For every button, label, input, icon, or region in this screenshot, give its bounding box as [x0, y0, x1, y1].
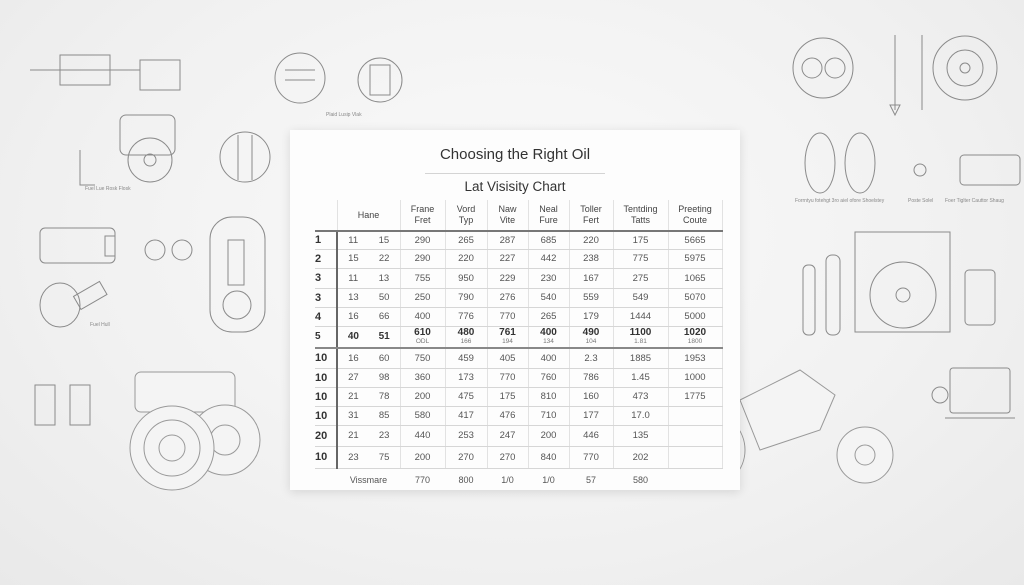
- column-header-line: Fure: [539, 215, 558, 225]
- cylinder-caption: Foer Tiglter Cauttor Shaug: [945, 198, 1004, 204]
- hane-value: 15: [378, 234, 390, 246]
- table-cell: [613, 406, 668, 425]
- hane-pair: [338, 235, 400, 246]
- cell-value: 710: [540, 410, 557, 421]
- hane-value: 85: [378, 410, 390, 421]
- table-cell: [445, 348, 487, 368]
- table-cell: [613, 425, 668, 446]
- cell-value: 360: [414, 372, 431, 383]
- cell-value: 770: [499, 311, 516, 322]
- column-header: [528, 200, 569, 231]
- table-cell: [400, 307, 445, 326]
- table-cell: [668, 425, 722, 446]
- cell-value: 173: [458, 372, 474, 383]
- cell-value: 5070: [684, 292, 706, 303]
- cell-value: 290: [414, 253, 431, 264]
- cell-value: 580: [414, 410, 431, 421]
- oil-bottle-icon: [40, 217, 265, 332]
- cell-value: 175: [632, 234, 649, 246]
- table-cell: [487, 406, 528, 425]
- table-row: [315, 387, 722, 406]
- viscosity-table: [315, 200, 723, 491]
- hane-pair: [338, 273, 400, 284]
- cell-value: 810: [540, 391, 557, 402]
- cell-value: 202: [632, 451, 649, 463]
- cell-value: 1000: [684, 372, 706, 383]
- table-cell: [487, 348, 528, 368]
- cell-value: 265: [458, 234, 474, 246]
- row-number: 1: [315, 231, 337, 249]
- hane-cell: [337, 387, 400, 406]
- cell-subvalue: 134: [543, 338, 554, 346]
- footer-value: 580: [632, 474, 649, 485]
- hane-value: 31: [348, 410, 359, 421]
- right-sketches-icon: [793, 35, 1020, 418]
- engine-caption: Fuel Lue Rosk Flosk: [85, 186, 131, 192]
- table-cell: [445, 446, 487, 468]
- table-cell: [569, 387, 613, 406]
- table-row: [315, 326, 722, 348]
- table-cell: [445, 268, 487, 288]
- hane-cell: [337, 288, 400, 307]
- table-row: [315, 425, 722, 446]
- cell-value: 1444: [629, 311, 652, 322]
- cell-value: 247: [499, 430, 516, 441]
- table-cell: [569, 231, 613, 249]
- cell-value: 549: [632, 292, 649, 303]
- table-cell: [528, 231, 569, 249]
- tire-left-icon: [130, 372, 260, 490]
- table-cell: [569, 425, 613, 446]
- table-cell: [613, 307, 668, 326]
- hane-cell: [337, 368, 400, 387]
- hane-value: 98: [378, 372, 390, 383]
- hane-value: 60: [378, 352, 390, 364]
- cell-value: 270: [458, 451, 474, 463]
- cell-value: 265: [540, 311, 557, 322]
- column-header-line: Coute: [682, 215, 708, 225]
- cell-value: 177: [583, 410, 599, 421]
- column-header-line: Vord: [456, 204, 476, 214]
- cell-value: 253: [458, 430, 474, 441]
- footer-value: 770: [414, 474, 431, 485]
- table-cell: [445, 249, 487, 268]
- table-cell: [668, 288, 722, 307]
- footer-spacer: [668, 468, 722, 491]
- column-header-line: Tentding: [623, 204, 658, 214]
- row-number: 5: [315, 326, 337, 348]
- table-cell: [569, 326, 613, 348]
- table-row: [315, 231, 722, 249]
- gauge-caption: Plaid Lusip Vlak: [326, 112, 362, 118]
- footer-value: 57: [585, 474, 596, 485]
- hane-value: 66: [378, 311, 390, 322]
- table-cell: [487, 231, 528, 249]
- table-cell: [528, 326, 569, 348]
- table-cell: [400, 348, 445, 368]
- table-cell: [668, 368, 722, 387]
- cell-value: 135: [632, 430, 649, 441]
- column-header-line: Fert: [582, 215, 599, 225]
- hane-cell: [337, 425, 400, 446]
- cell-value: 400: [414, 311, 431, 322]
- hane-value: 15: [348, 253, 359, 264]
- row-number: 3: [315, 268, 337, 288]
- cell-value: 220: [458, 253, 474, 264]
- table-cell: [528, 387, 569, 406]
- cell-value: 755: [414, 272, 431, 284]
- table-cell: [528, 406, 569, 425]
- hane-value: 13: [348, 292, 359, 303]
- cell-value: 790: [458, 292, 474, 303]
- table-cell: [668, 249, 722, 268]
- engine-sketch-icon: [30, 55, 180, 185]
- table-cell: [668, 348, 722, 368]
- column-header: [613, 200, 668, 231]
- hane-cell: [337, 406, 400, 425]
- table-row: [315, 268, 722, 288]
- hane-cell: [337, 326, 400, 348]
- table-cell: [487, 446, 528, 468]
- cell-value: 417: [458, 410, 474, 421]
- cell-value: 473: [632, 391, 649, 402]
- column-header-line: Preeting: [678, 204, 712, 214]
- table-cell: [668, 406, 722, 425]
- cell-value: 770: [583, 451, 599, 463]
- table-cell: [569, 307, 613, 326]
- row-number: 10: [315, 387, 337, 406]
- cell-value: 5000: [684, 311, 706, 322]
- wheel-pair-caption: Forrntyu fotehgt 3ro aiel ofore Shoelstey: [795, 198, 885, 204]
- hane-value: 78: [378, 391, 390, 402]
- row-number: 3: [315, 288, 337, 307]
- table-cell: [445, 406, 487, 425]
- table-cell: [613, 446, 668, 468]
- table-cell: [569, 368, 613, 387]
- table-cell: [487, 326, 528, 348]
- cell-value: 446: [583, 430, 599, 441]
- cell-value: 2.3: [584, 352, 598, 364]
- cell-value: 786: [583, 372, 599, 383]
- cell-value: 610: [414, 327, 431, 339]
- table-cell: [528, 348, 569, 368]
- table-cell: [668, 307, 722, 326]
- column-header: [668, 200, 722, 231]
- cell-value: 238: [583, 253, 599, 264]
- cell-value: 290: [414, 234, 431, 246]
- table-cell: [487, 288, 528, 307]
- cell-subvalue: 104: [585, 338, 597, 346]
- row-number: 10: [315, 406, 337, 425]
- table-cell: [613, 268, 668, 288]
- column-header: [400, 200, 445, 231]
- table-cell: [487, 307, 528, 326]
- table-cell: [400, 425, 445, 446]
- column-header: [445, 200, 487, 231]
- hane-pair: [338, 430, 400, 441]
- hane-value: 22: [378, 253, 390, 264]
- table-cell: [445, 387, 487, 406]
- column-header-line: Typ: [458, 215, 474, 225]
- cell-subvalue: 194: [502, 338, 513, 346]
- table-row: [315, 368, 722, 387]
- hane-value: 51: [378, 331, 390, 343]
- cell-value: 167: [583, 272, 599, 284]
- hane-pair: [338, 353, 400, 364]
- table-cell: [400, 268, 445, 288]
- hane-value: 75: [378, 451, 390, 463]
- table-cell: [400, 387, 445, 406]
- wrench-tools-icon: [35, 385, 90, 425]
- cell-value: 776: [458, 311, 474, 322]
- cell-value: 200: [414, 391, 431, 402]
- cell-value: 1020: [683, 327, 707, 339]
- hane-pair: [338, 253, 400, 264]
- hane-value: 23: [348, 451, 359, 463]
- cell-subvalue: 166: [460, 338, 472, 346]
- table-cell: [445, 368, 487, 387]
- row-number: 20: [315, 425, 337, 446]
- hane-pair: [338, 292, 400, 303]
- row-number: 10: [315, 368, 337, 387]
- hane-value: 21: [348, 430, 359, 441]
- table-cell: [569, 348, 613, 368]
- hane-pair: [338, 410, 400, 421]
- cell-value: 1953: [684, 352, 706, 364]
- cell-value: 490: [582, 327, 600, 339]
- hane-cell: [337, 231, 400, 249]
- cell-value: 1775: [684, 391, 706, 402]
- table-row: [315, 288, 722, 307]
- cell-value: 760: [540, 372, 557, 383]
- cell-value: 950: [458, 272, 474, 284]
- table-cell: [569, 406, 613, 425]
- table-row: [315, 307, 722, 326]
- hane-value: 13: [378, 272, 390, 284]
- hane-pair: [338, 331, 400, 342]
- table-cell: [445, 425, 487, 446]
- table-cell: [613, 368, 668, 387]
- hane-pair: [338, 311, 400, 322]
- hane-cell: [337, 446, 400, 468]
- cell-value: 775: [632, 253, 649, 264]
- column-header-line: Neal: [539, 204, 558, 214]
- table-row: [315, 249, 722, 268]
- cell-value: 17.0: [631, 410, 650, 421]
- table-cell: [487, 368, 528, 387]
- cell-value: 475: [458, 391, 474, 402]
- table-cell: [569, 446, 613, 468]
- table-cell: [487, 387, 528, 406]
- column-header-line: Naw: [498, 204, 517, 214]
- row-number: 2: [315, 249, 337, 268]
- cell-value: 400: [540, 327, 557, 339]
- table-cell: [528, 249, 569, 268]
- table-cell: [528, 307, 569, 326]
- table-cell: [528, 268, 569, 288]
- table-cell: [445, 288, 487, 307]
- table-cell: [445, 307, 487, 326]
- column-header: [337, 200, 400, 231]
- table-cell: [400, 288, 445, 307]
- hane-value: 40: [347, 331, 359, 343]
- footer-spacer: [315, 468, 337, 491]
- footer-value: 1/0: [501, 474, 514, 485]
- cell-value: 405: [499, 352, 516, 364]
- cell-value: 250: [414, 292, 431, 303]
- table-cell: [668, 231, 722, 249]
- table-cell: [400, 231, 445, 249]
- footer-value: 800: [458, 474, 474, 485]
- table-cell: [528, 425, 569, 446]
- hane-cell: [337, 348, 400, 368]
- oil-chart-poster: [290, 130, 740, 490]
- cell-subvalue: 1800: [687, 338, 703, 346]
- title-divider: [425, 173, 605, 174]
- cell-value: 220: [583, 234, 599, 246]
- column-header-line: Hane: [357, 209, 380, 220]
- cell-value: 480: [457, 327, 475, 339]
- cell-value: 179: [583, 311, 599, 322]
- table-cell: [613, 288, 668, 307]
- table-cell: [400, 406, 445, 425]
- cell-value: 1.45: [631, 372, 650, 383]
- cell-value: 229: [499, 272, 516, 284]
- table-row: [315, 348, 722, 368]
- cell-value: 459: [458, 352, 474, 364]
- column-header-line: Tatts: [630, 215, 650, 225]
- cell-value: 750: [414, 352, 431, 364]
- cell-value: 685: [540, 234, 557, 246]
- cell-value: 5975: [684, 253, 706, 264]
- table-cell: [569, 249, 613, 268]
- poster-title: Choosing the Right Oil: [439, 146, 591, 163]
- table-cell: [569, 288, 613, 307]
- table-cell: [400, 249, 445, 268]
- cell-value: 175: [499, 391, 516, 402]
- table-cell: [528, 368, 569, 387]
- table-cell: [487, 249, 528, 268]
- column-header-line: Frane: [410, 204, 435, 214]
- hane-cell: [337, 307, 400, 326]
- table-cell: [668, 326, 722, 348]
- cell-value: 540: [540, 292, 557, 303]
- cell-value: 476: [499, 410, 516, 421]
- column-header: [569, 200, 613, 231]
- table-row: [315, 406, 722, 425]
- cell-value: 227: [499, 253, 516, 264]
- hane-value: 11: [348, 272, 359, 284]
- cell-value: 276: [499, 292, 516, 303]
- table-cell: [400, 446, 445, 468]
- column-header: [487, 200, 528, 231]
- cell-value: 840: [540, 451, 557, 463]
- chart-subtitle: Lat Visisity Chart: [464, 179, 566, 194]
- table-cell: [445, 231, 487, 249]
- table-cell: [668, 387, 722, 406]
- table-cell: [668, 446, 722, 468]
- hane-value: 50: [378, 292, 390, 303]
- table-cell: [613, 387, 668, 406]
- footer-value: 1/0: [542, 474, 555, 485]
- hane-value: 21: [348, 391, 359, 402]
- column-header-line: Toller: [580, 204, 602, 214]
- table-cell: [487, 268, 528, 288]
- cell-value: 200: [414, 451, 431, 463]
- cell-value: 442: [540, 253, 557, 264]
- hane-pair: [338, 391, 400, 402]
- table-cell: [569, 268, 613, 288]
- cell-value: 1100: [629, 327, 652, 339]
- table-cell: [613, 348, 668, 368]
- cell-value: 160: [583, 391, 599, 402]
- table-cell: [400, 368, 445, 387]
- cell-value: 200: [540, 430, 557, 441]
- cell-subvalue: ODL: [415, 338, 430, 346]
- table-cell: [487, 425, 528, 446]
- hane-value: 27: [348, 372, 359, 383]
- footer-label: Vissmare: [349, 474, 388, 485]
- hub-caption: Poste Solel: [908, 198, 934, 204]
- cell-value: 400: [540, 352, 557, 364]
- table-cell: [613, 231, 668, 249]
- hane-value: 23: [378, 430, 390, 441]
- hane-value: 11: [348, 234, 359, 246]
- table-row: [315, 446, 722, 468]
- hane-pair: [338, 452, 400, 463]
- hane-value: 16: [348, 352, 359, 364]
- table-cell: [445, 326, 487, 348]
- column-header-line: Fret: [414, 215, 431, 225]
- table-cell: [613, 249, 668, 268]
- hane-cell: [337, 249, 400, 268]
- row-number: 10: [315, 348, 337, 368]
- cell-value: 275: [632, 272, 649, 284]
- cell-subvalue: 1.81: [634, 338, 647, 346]
- hane-value: 16: [348, 311, 359, 322]
- cell-value: 559: [583, 292, 599, 303]
- table-cell: [613, 326, 668, 348]
- cell-value: 270: [499, 451, 516, 463]
- hane-cell: [337, 268, 400, 288]
- cell-value: 440: [414, 430, 431, 441]
- table-cell: [400, 326, 445, 348]
- table-cell: [528, 288, 569, 307]
- row-number: 10: [315, 446, 337, 468]
- cell-value: 230: [540, 272, 557, 284]
- cell-value: 5665: [684, 234, 706, 246]
- cell-value: 287: [499, 234, 516, 246]
- row-number: 4: [315, 307, 337, 326]
- cell-value: 770: [499, 372, 516, 383]
- table-cell: [668, 268, 722, 288]
- column-header: [315, 200, 337, 231]
- hane-pair: [338, 372, 400, 383]
- table-cell: [528, 446, 569, 468]
- cell-value: 1065: [684, 272, 706, 284]
- table-footer-row: [315, 468, 722, 491]
- column-header-line: Vite: [499, 215, 516, 225]
- cell-value: 1885: [629, 352, 652, 364]
- cell-value: 761: [499, 327, 516, 339]
- filter-caption: Fuel Hull: [90, 322, 110, 328]
